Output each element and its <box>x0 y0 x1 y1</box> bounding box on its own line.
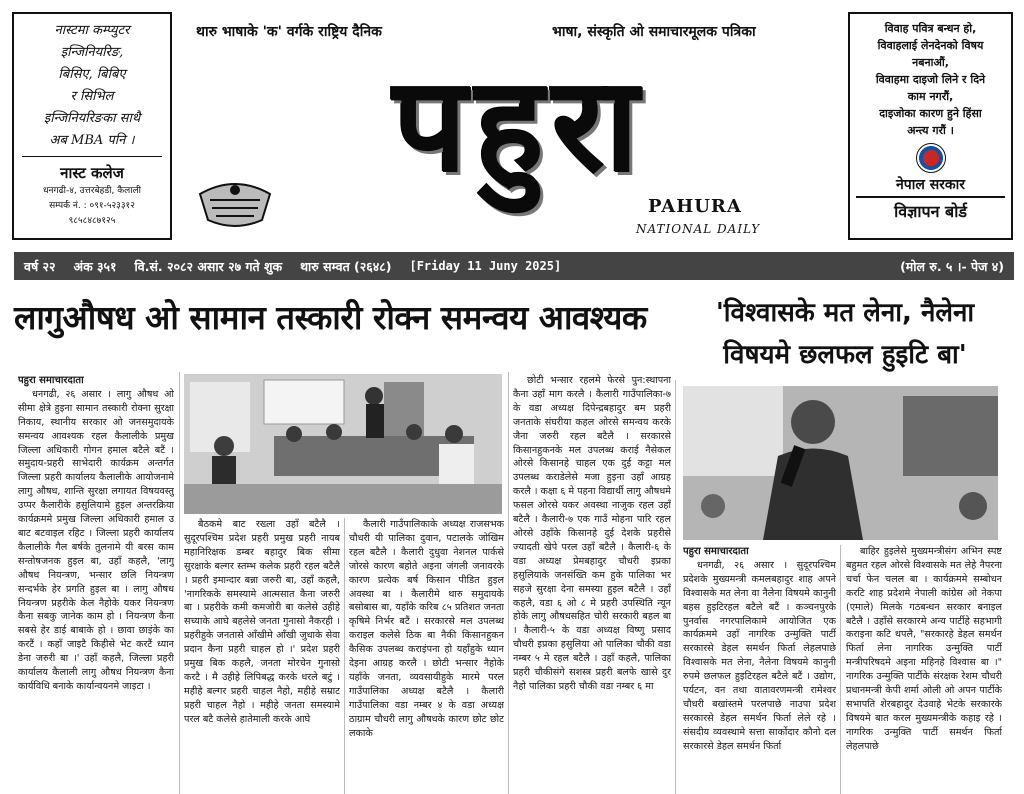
ad-line: बिसिए, बिबिए <box>58 67 126 82</box>
article-column-1 <box>18 374 174 794</box>
nepali-date: वि.सं. २०८२ असार २७ गते शुक <box>134 258 283 274</box>
left-advertisement <box>12 12 172 240</box>
year-label: वर्ष २२ <box>24 258 56 274</box>
ad-line: काम नगरौं, <box>907 90 954 103</box>
article-column-2 <box>184 518 340 794</box>
article-text: धनगढी, २६ असार । लागु औषध ओ सीमा क्षेत्रे हुइना सामान तस्कारी रोक्ना सुरक्षा निकाय, स्थानीय सरकार ओ जनसमुदायके समन्वय आवश्यक रहल कैलालीके प्रमुख जिल्ला अधिकारी गोगन हमाल बटैले बटैं । समुदाय-प्रहरी साभेदारी कार्यक्रम अन्तर्गत जिल्ला प्रहरी कार्यालय कैलालीके आयोजनामे लागु औषध, शान्ति सुरक्षा लगायत विषयवस्तु उप्पर कैलारीके हसुलियामे हुइल अन्तरक्रिया कार्यक्रममे प्रमुख जिल्ला अधिकारी हमाल उ बाट बटवाइल रहिट । जिल्ला प्रहरी कार्यालय कैलालीके गैल बर्षके तुलनामे यी बरस काम सन्तोषजनक हुइल बा, उहाँ कहलै, 'लागु औषध नियन्त्रण, भन्सार छलि नियन्त्रण सन्दर्भके हेर प्रगति हुइल बा । लागु औषध नियन्त्रण प्रहरीके केल नैहोके यकर नियन्त्रण कैना सबकु जानेक काम हो । नियन्त्रण कैना सबसे हेर डाई बाबाके हो । छावा छाइंके का करटैं । कहाँ जाइटै किहीसे भेट करटैं ध्यान डेना जरुरी बा ।' उहाँ कहलै, जिल्ला प्रहरी कार्यालय कैलाली लागु औषध नियन्त्रण कैना कार्यविधि बनाके कार्यान्वयनमे जाइटा । <box>18 388 174 692</box>
ad-line: विवाह पवित्र बन्धन हो, <box>884 22 977 35</box>
newspaper-logo-icon <box>190 176 280 238</box>
subtitle-english: NATIONAL DAILY <box>636 222 761 236</box>
secondary-headline: 'विश्वासके मत लेना, नैलेना विषयमे छलफल हुइटि बा' <box>715 298 975 370</box>
article-text: बाहिर हुइलेसे मुख्यमन्त्रीसंग अभिन स्पष्ट बहुमत रहल ओरसे विश्वासके मत लेहे नैपरना चर्चा फेन चलल बा । कार्यक्रममे सम्बोधन करटि शाह प्रदेशमे नेपाली कांग्रेस ओ नेकपा (एमाले) मिलके गठबन्धन सरकार बनाइल बटैलै । उहाँसे सरकारमे अन्य पार्टीहे सहभागी कराइना कटि थपलै, "सरकारहे डेहल समर्थन फिर्ता लेना नागरिक उन्मुक्ति पार्टी मन्त्रीपरिषदमे अइना महिनहे विश्वास बा ।" नागरिक उन्मुक्ति पार्टीके संरक्षक रेशम चौधरी प्रधानमन्त्री केपी शर्मा ओली ओ अपन पार्टीके सभापति शेरबहादुर देउवाहे भेटके सरकारके विषयमे बात करल मुख्यमन्त्रीके कहाइ रहे । नागरिक उन्मुक्ति पार्टी समर्थन फिर्ता लेहलपाछे <box>846 546 1002 752</box>
tharu-year: थारु सम्वत (२६४८) <box>300 258 392 274</box>
government-label: नेपाल सरकार <box>895 177 965 193</box>
article-text: कैलारी गाउँपालिकाके अध्यक्ष राजसभक चौधरी यी पालिका दुवान, पटालके जोखिम रहल बटैलै । कैलारी दुधुवा नेशनल पार्कसे जोरसे कारण बहोते अइना जंगली जनावरके कारण प्रत्येक बर्ष किसान पीडित हुइल अवस्था बा । कैलारीमे थारु समुदायके बसोबास बा, यहाँके करिब ८५ प्रतिशत जनता कृषिमे निर्भर बटैं । सरकारसे मल उपलब्ध कराइल कलेसे ठिक बा नैकी किसानहुकन कैसिक उपलब्ध कराइंपना हो यहाँहुके ध्यान देइना आग्रह करलै । छोटी भन्सार नैहोके यहाँके जनता, व्यवसायीहुके मारमे परल गाउँपालिका अध्यक्ष बटैलै । कैलारी गाउँपालिका वडा नम्बर ४ के वडा अध्यक्ष ठाग्राम चौधरी लागु औषधके कारण छोट छोट लकाके <box>349 519 504 739</box>
tagline-left: थारु भाषाके 'क' वर्गके राष्ट्रिय दैनिक <box>196 24 382 40</box>
college-phone: सम्पर्क नं. : ०९१-५२३३१२ <box>49 201 135 211</box>
article-text: छोटी भन्सार रहलमे फेरसे पुन:स्थापना कैना उहाँ माग करलै । कैलारी गाउँपालिका-७ के वडा अध्यक्ष दिपेन्द्रबहादुर बम प्रहरी जनताके संघरीया कहल ओरसे समन्वय करके जैना जरुरी रहल बटैलै । सरकारसे किसानहुकनके मल उपलब्ध कराई नैसेकल ओरसे किसानहे चाहल एक दुई कट्टा मल उपलब्ध कराडेलेसे मजा हुइना उहाँ आग्रह करलै । कक्षा ६ मे पहना विद्यार्थी लागु औषधमे फसल ओरसे यकर अवस्था नाजुक रहल उहाँ बटैलै । कैलारी-७ एक गाउँ मोहना पारि रहल ओरसे उहाँके किसानहे दुई देशके प्रहरीसे ज्यादती खेपे परल उहाँ बटैलै । कैलारी-६ के वडा अध्यक्ष प्रेमबहादुर चौधरी इप्रका हसुलियाके जनसंख्ति कम हुके पालिका भर सहजे सुरक्षा देना समस्या हुइल बटैलै । उहाँ कहलै, वडा ६ ओ ८ मे प्रहरी उपस्थिति न्यून होके लागु औषधसहित चोरी सरकारी बहल बा । कैलारी-५ के वडा अध्यक्ष विष्णु प्रसाद चौधरी इप्रका हसुलिया ओ पालिका चौकी वडा नम्बर ५ मे रहल बटैलै । उहाँ कहलै, पालिका प्रहरी चौकीसंगे सशस्त्र प्रहरी बलफे खासे दुर नैहो पालिका प्रहरी चौकी वडा नम्बर ६ मा <box>513 375 671 692</box>
ad-line: इन्जिनियरिङ, <box>60 45 124 60</box>
tagline-right: भाषा, संस्कृति ओ समाचारमूलक पत्रिका <box>552 24 756 40</box>
government-emblem-icon <box>916 143 946 173</box>
english-date: [Friday 11 Juny 2025] <box>409 259 562 273</box>
college-mobile: ९८५८४८७१२५ <box>68 216 116 226</box>
main-headline: लागुऔषध ओ सामान तस्कारी रोक्न समन्वय आवश्यक <box>14 298 647 337</box>
article-text: बैठकमे बाट रख्ला उहाँ बटैलै । सुदूरपश्चिम प्रदेश प्रहरी प्रमुख प्रहरी नायब महानिरिक्षक डम्बर बहादुर बिक सीमा सुरक्षाके बल्गर स्तम्भ कलेक प्रहरी रहल बटैलै । प्रहरी इमान्दार बन्ना जरुरी बा, उहाँ कहलै, 'नागरिकके समस्यामे आत्मसात कैना जरुरी बा । प्रहरीके कमी कमजोरी बा कलेसे उहीहे सच्याके आघे बहलेसे जनता गुनासो नैकरही । प्रहरीहुके जनतासे आँखीमे आँखी जुधाके सेवा प्रदान कैना प्रहरी चाहल हो ।' प्रदेश प्रहरी प्रमुख बिक कहलै, जनता मोरचेन गुनासो करटै । मै उहीहे लिपिबद्ध करके धरले बटुं । महीहे बल्गर प्रहरी चाहल नैहो, महीहे सम्राट प्रहरी चाहल नैहो । महीहे जनता समस्यामे परल बटै कलेसे हातेमाली करके आघे <box>184 519 340 725</box>
article-column-4 <box>513 374 671 794</box>
dateline-bar <box>14 252 1014 280</box>
newspaper-title: पहुरा <box>393 48 647 201</box>
ad-line: दाइजोका कारण हुने हिंसा <box>879 107 982 120</box>
college-address: धनगढी-४, उत्तरबेहडी, कैलाली <box>42 186 142 196</box>
ad-line: विवाहलाई लेनदेनको विषय <box>877 39 984 52</box>
issue-label: अंक ३५१ <box>73 258 117 274</box>
ad-line: अन्त्य गरौं । <box>907 124 954 137</box>
right-advertisement <box>848 12 1013 240</box>
chief-minister-photo <box>683 386 998 540</box>
article-column-3 <box>349 518 504 794</box>
advertisement-board-label: विज्ञापन बोर्ड <box>856 196 1005 222</box>
byline: पहुरा समाचारदाता <box>683 546 749 557</box>
ad-line: विवाहमा दाइजो लिने र दिने <box>875 73 986 86</box>
article-column-5 <box>683 545 836 794</box>
ad-line: नास्टमा कम्प्युटर <box>54 23 130 38</box>
byline: पहुरा समाचारदाता <box>18 375 84 386</box>
meeting-photo <box>184 374 502 514</box>
college-name: नास्ट कलेज <box>22 156 162 183</box>
price-page: (मोल रु. ५ ।- पेज ४) <box>900 258 1004 274</box>
ad-line: इन्जिनियरिङका साथै <box>43 111 141 126</box>
title-english: PAHURA <box>648 196 742 217</box>
article-column-6 <box>846 545 1002 794</box>
ad-line: र सिभिल <box>70 89 114 104</box>
article-text: धनगढी, २६ असार । सुदूरपश्चिम प्रदेशके मुख्यमन्त्री कमलबहादुर शाह अपने विश्वासके मत लेना वा नैलेना विषयमे कानुनी बहस हुइटिरहल बटैले बटैं । कञ्चनपुरके पुनर्वास नगरपालिकामे आयोजित एक कार्यक्रममे उहाँ नागरिक उन्मुक्ति पार्टी सरकारसे डेहल समर्थन फिर्ता लेहलपाछे विश्वासके मत लेना, नैलेना विषयमे कानुनी रुपमे छलफल हुइटिरहल बटैले बटैं । उद्योग, पर्यटन, वन तथा वातावरणमन्त्री रामेश्वर चौधरी बखांस्तमे परलपाछे नाउपा प्रदेश सरकारसे डेहल समर्थन फिर्ता लेले रहे । संसदीय व्यवस्थामे सत्ता सार्कोदार कौनो दल सरकारसे डेहल समर्थन फिर्ता <box>683 559 836 752</box>
ad-line: नबनाऔं, <box>912 56 949 69</box>
ad-line: अब MBA पनि । <box>49 133 135 148</box>
